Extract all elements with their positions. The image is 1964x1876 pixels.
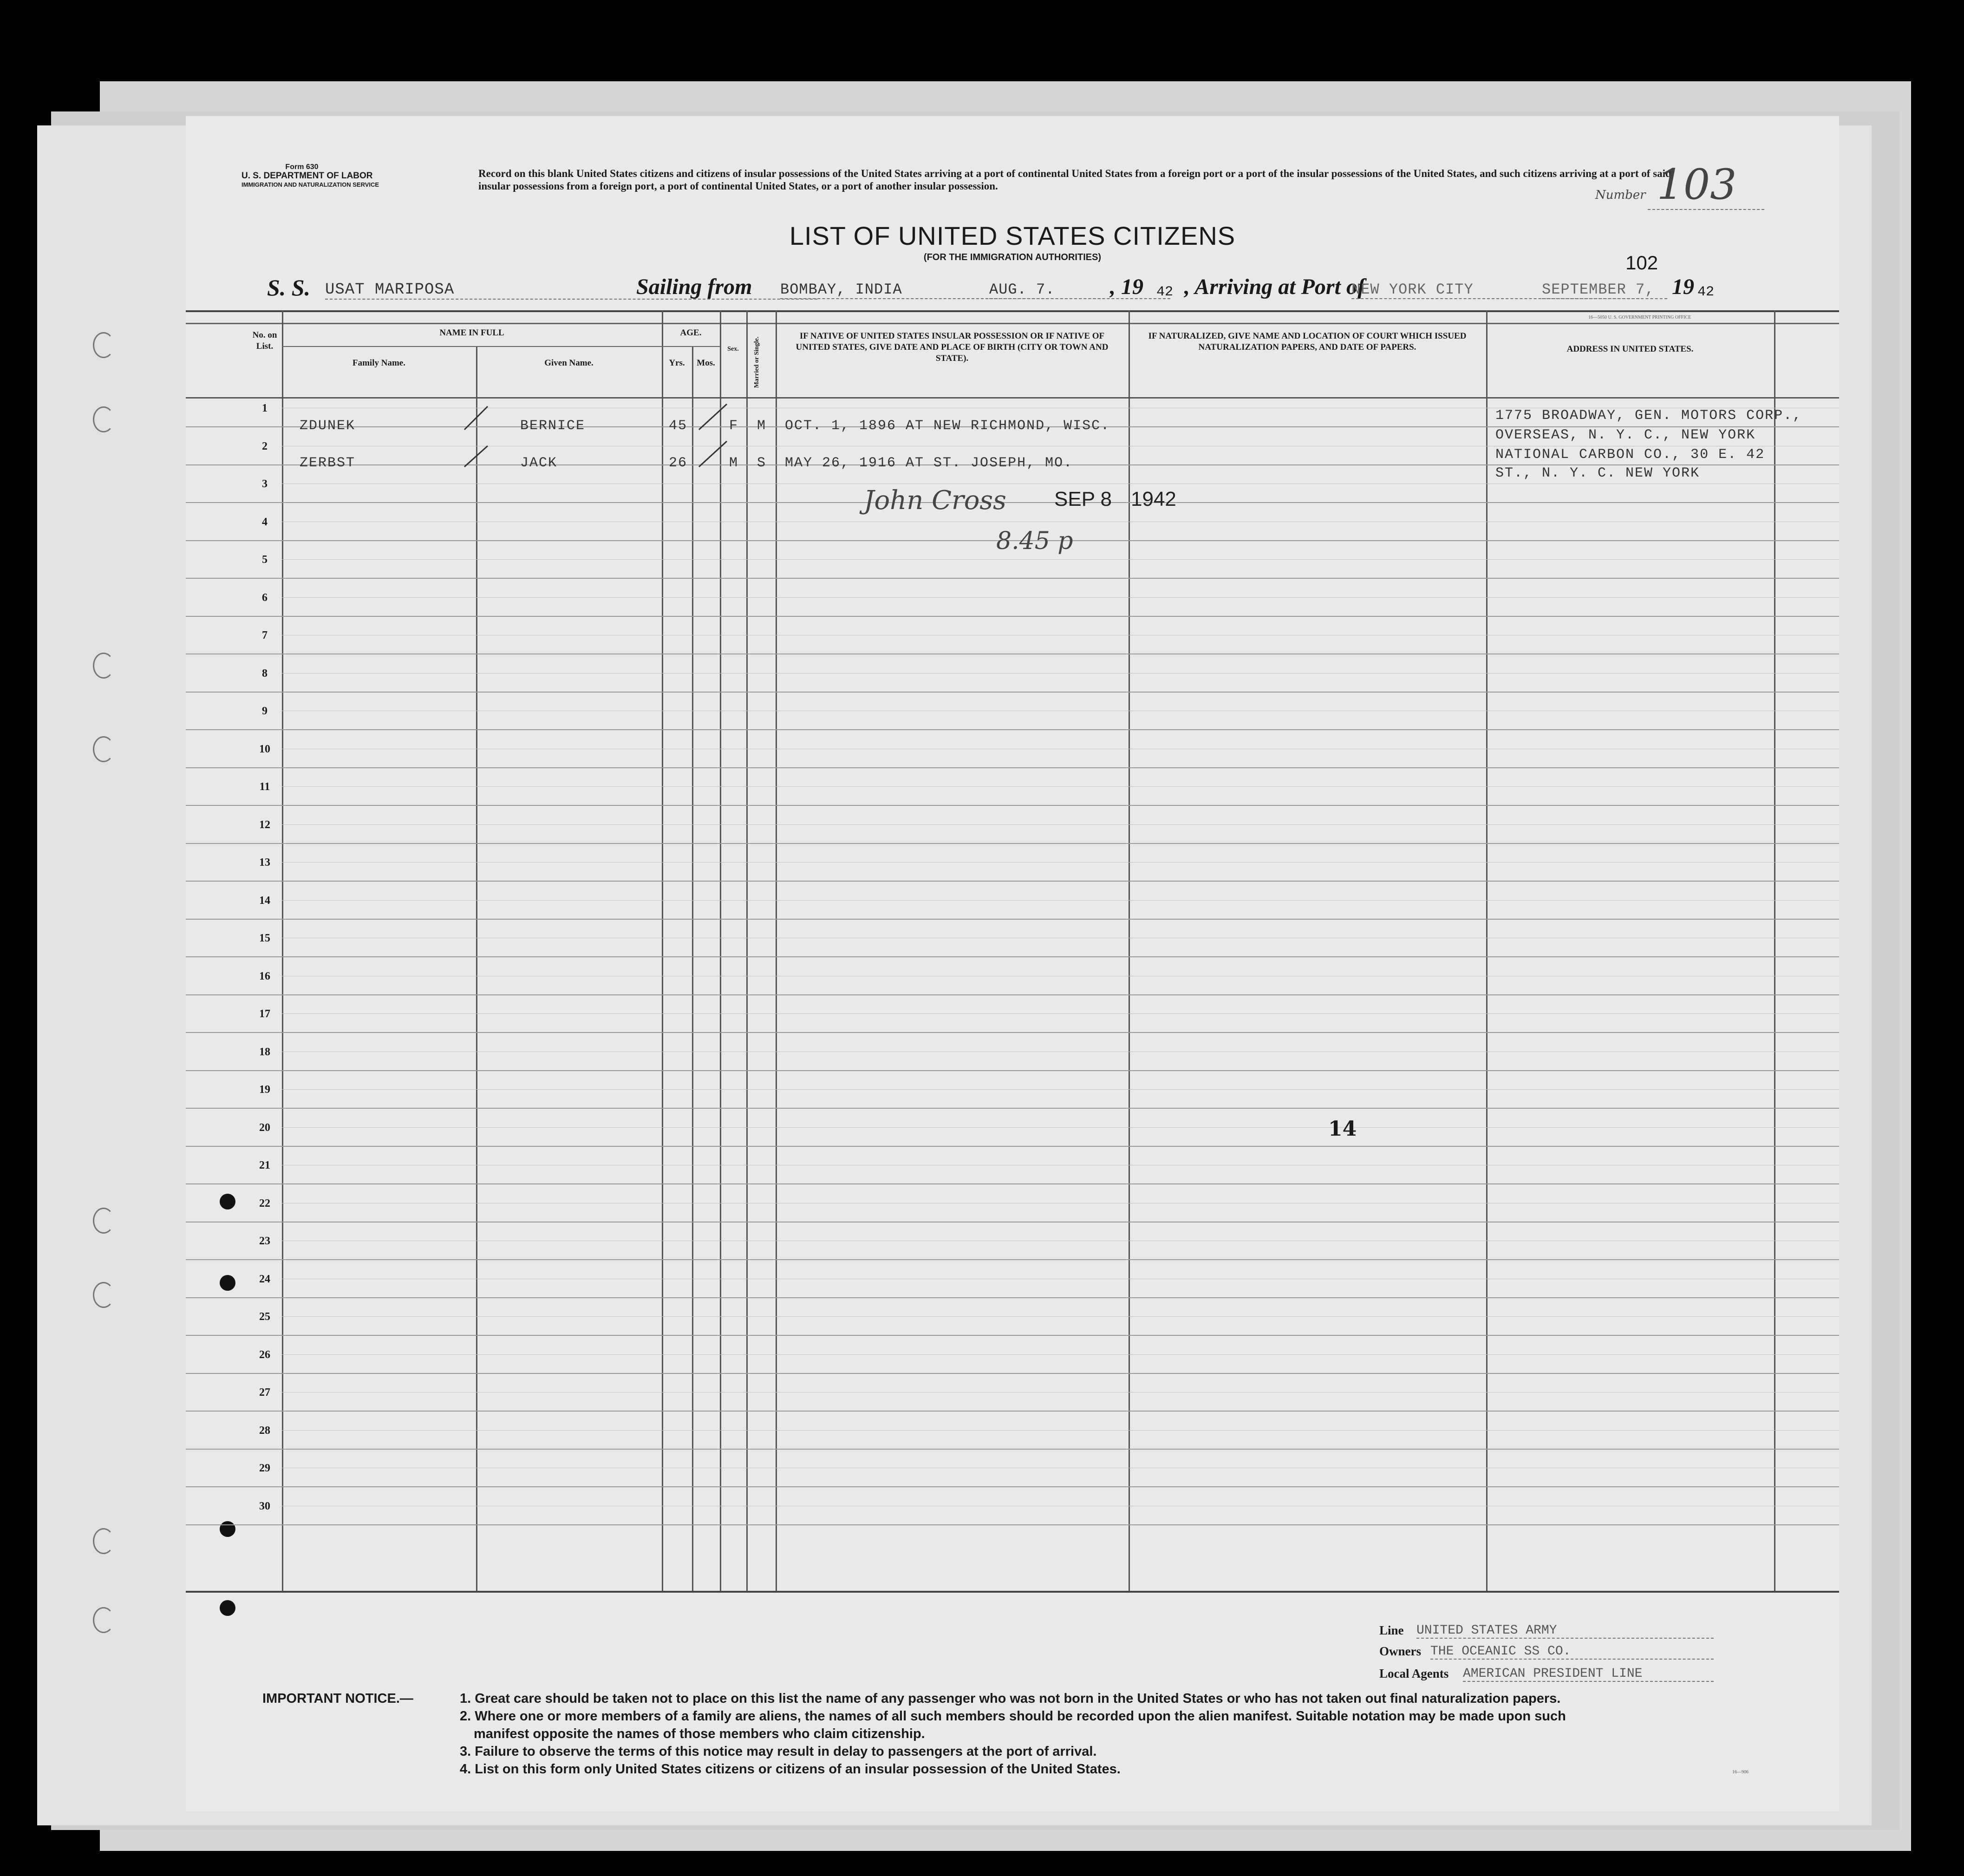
row-rule: [186, 692, 1839, 693]
col-header-family: Family Name.: [352, 358, 405, 368]
col-header-married: Married or Single.: [753, 336, 760, 388]
col-header-age: AGE.: [680, 328, 702, 338]
row-2-given: JACK: [520, 455, 558, 471]
row-number: 15: [259, 932, 270, 944]
arrival-time-note: 8.45 p: [996, 527, 1073, 555]
row-guide: [282, 1430, 1839, 1431]
row-2-family: ZERBST: [300, 455, 356, 471]
row-number: 6: [262, 591, 268, 604]
notice-3: 3. Failure to observe the terms of this notice may result in delay to passengers at the port of arrival.: [460, 1744, 1097, 1759]
row-number: 14: [259, 894, 270, 907]
arrival-year: 42: [1697, 284, 1715, 300]
stamp-date: SEP 8: [1054, 488, 1112, 510]
col-header-given: Given Name.: [544, 358, 594, 368]
row-number: 7: [262, 629, 268, 641]
row-number: 26: [259, 1348, 270, 1361]
agents-label: Local Agents: [1379, 1667, 1449, 1680]
row-1-birth: OCT. 1, 1896 AT NEW RICHMOND, WISC.: [785, 418, 1110, 434]
owners-label: Owners: [1379, 1644, 1421, 1658]
row-rule: [186, 1146, 1839, 1147]
service-name: IMMIGRATION AND NATURALIZATION SERVICE: [241, 181, 379, 188]
table-bottom-rule: [186, 1591, 1839, 1593]
sheet-count: 14: [1328, 1117, 1357, 1141]
row-rule: [186, 1032, 1839, 1033]
printer-code: 16—5050 U. S. GOVERNMENT PRINTING OFFICE: [1588, 315, 1691, 320]
col-header-name: NAME IN FULL: [439, 328, 504, 338]
row-rule: [186, 578, 1839, 579]
table-header-rule: [186, 323, 1839, 324]
row-number: 22: [259, 1197, 270, 1209]
row-guide: [282, 1127, 1839, 1128]
row-number: 28: [259, 1424, 270, 1437]
row-rule: [186, 616, 1839, 617]
row-2-birth: MAY 26, 1916 AT ST. JOSEPH, MO.: [785, 455, 1073, 471]
col-header-native: IF NATIVE OF UNITED STATES INSULAR POSSESSION OR IF NATIVE OF UNITED STATES, GIVE DATE AND PLACE OF BIRTH (CITY OR TOWN AND STATE).: [796, 331, 1109, 363]
header-bottom-rule: [186, 397, 1839, 399]
row-guide: [282, 862, 1839, 863]
row-rule: [186, 994, 1839, 995]
col-header-naturalized: IF NATURALIZED, GIVE NAME AND LOCATION OF COURT WHICH ISSUED NATURALIZATION PAPERS, AND DATE OF PAPERS.: [1148, 331, 1467, 352]
department-name: U. S. DEPARTMENT OF LABOR: [241, 171, 373, 181]
sailing-year-prefix: , 19: [1110, 275, 1143, 299]
row-guide: [282, 786, 1839, 787]
row-rule: [186, 1449, 1839, 1450]
notice-1: 1. Great care should be taken not to place on this list the name of any passenger who was not born in the United States or who has not taken out final naturalization papers.: [460, 1691, 1561, 1706]
notice-heading: IMPORTANT NOTICE.—: [262, 1691, 413, 1706]
row-number: 18: [259, 1046, 270, 1058]
row-rule: [186, 881, 1839, 882]
row-2-address: NATIONAL CARBON CO., 30 E. 42: [1495, 447, 1765, 463]
sailing-date: AUG. 7.: [989, 281, 1101, 299]
row-number: 1: [262, 402, 268, 414]
row-guide: [282, 1316, 1839, 1317]
row-1-address-cont: OVERSEAS, N. Y. C., NEW YORK: [1495, 427, 1756, 443]
binder-ring: [93, 653, 114, 679]
row-1-address: 1775 BROADWAY, GEN. MOTORS CORP.,: [1495, 408, 1802, 424]
row-rule: [186, 956, 1839, 957]
row-rule: [186, 1183, 1839, 1184]
manifest-page: [186, 116, 1839, 1811]
row-number: 29: [259, 1462, 270, 1474]
row-rule: [186, 1411, 1839, 1412]
bottom-code: 16—906: [1732, 1770, 1749, 1775]
row-number: 23: [259, 1235, 270, 1247]
sailing-from-label: Sailing from: [636, 275, 752, 299]
row-number: 30: [259, 1500, 270, 1512]
arrival-port: NEW YORK CITY: [1351, 281, 1639, 299]
row-guide: [282, 597, 1839, 598]
row-1-given: BERNICE: [520, 418, 586, 434]
row-rule: [186, 805, 1839, 806]
binder-ring: [93, 1528, 114, 1554]
row-rule: [186, 729, 1839, 730]
col-header-sex: Sex.: [727, 346, 739, 353]
row-number: 3: [262, 478, 268, 490]
row-number: 16: [259, 970, 270, 982]
row-rule: [186, 767, 1839, 768]
arrival-year-prefix: 19: [1672, 275, 1694, 299]
row-rule: [186, 502, 1839, 503]
row-number: 13: [259, 856, 270, 869]
col-header-address: ADDRESS IN UNITED STATES.: [1566, 344, 1694, 354]
binder-ring: [93, 1282, 114, 1308]
col-header-mos: Mos.: [697, 358, 715, 368]
arrival-date: SEPTEMBER 7,: [1542, 281, 1667, 299]
row-number: 27: [259, 1386, 270, 1399]
row-guide: [282, 1013, 1839, 1014]
column-divider: [476, 346, 477, 1591]
row-number: 25: [259, 1311, 270, 1323]
row-number: 20: [259, 1121, 270, 1134]
row-1-yrs: 45: [669, 418, 688, 434]
row-rule: [186, 1335, 1839, 1336]
notice-4: 4. List on this form only United States citizens or citizens of an insular possession of the United States.: [460, 1762, 1121, 1777]
row-guide: [282, 824, 1839, 825]
row-guide: [282, 559, 1839, 560]
line-label: Line: [1379, 1623, 1404, 1637]
table-top-rule: [186, 310, 1839, 312]
row-number: 11: [259, 781, 270, 793]
row-1-sex: F: [729, 418, 739, 434]
binder-ring: [93, 406, 114, 432]
row-rule: [186, 1070, 1839, 1071]
row-2-address-cont: ST., N. Y. C. NEW YORK: [1495, 465, 1700, 481]
row-rule: [186, 1259, 1839, 1260]
binder-ring: [93, 736, 114, 762]
row-rule: [186, 1373, 1839, 1374]
form-number: Form 630: [285, 163, 319, 171]
row-number: 10: [259, 743, 270, 755]
row-rule: [186, 1486, 1839, 1487]
owners-value: THE OCEANIC SS CO.: [1430, 1644, 1714, 1660]
check-marks: [694, 402, 750, 476]
row-rule: [186, 843, 1839, 844]
check-marks: [460, 402, 515, 476]
col-header-no: No. on List.: [252, 330, 277, 351]
page-stamp-number: 102: [1625, 252, 1658, 274]
line-value: UNITED STATES ARMY: [1416, 1623, 1714, 1639]
row-2-yrs: 26: [669, 455, 688, 471]
inspector-signature: John Cross: [864, 485, 1006, 516]
row-number: 12: [259, 818, 270, 831]
row-rule: [186, 1297, 1839, 1298]
row-2-sex: M: [729, 455, 739, 471]
row-number: 8: [262, 667, 268, 680]
sailing-year: 42: [1156, 284, 1174, 300]
row-guide: [282, 900, 1839, 901]
arriving-label: , Arriving at Port of: [1184, 275, 1365, 299]
sailing-port: BOMBAY, INDIA: [780, 281, 1170, 299]
binder-ring: [93, 1607, 114, 1633]
row-number: 5: [262, 554, 268, 566]
row-2-married: S: [757, 455, 767, 471]
row-rule: [186, 1108, 1839, 1109]
row-number: 19: [259, 1084, 270, 1096]
row-number: 21: [259, 1159, 270, 1171]
column-divider: [692, 346, 693, 1591]
binder-ring: [93, 1208, 114, 1234]
name-subheader-rule: [282, 346, 662, 347]
ship-name: USAT MARIPOSA: [325, 281, 817, 300]
stamp-year: 1942: [1131, 488, 1176, 510]
number-value: 103: [1648, 160, 1765, 210]
row-number: 17: [259, 1008, 270, 1020]
row-rule: [186, 919, 1839, 920]
row-number: 4: [262, 516, 268, 528]
notice-2: 2. Where one or more members of a family are aliens, the names of all such members should be recorded upon the alien manifest. Suitable notation may be made upon such: [460, 1709, 1566, 1724]
row-1-married: M: [757, 418, 767, 434]
row-guide: [282, 1089, 1839, 1090]
notice-2-cont: manifest opposite the names of those members who claim citizenship.: [474, 1726, 925, 1741]
form-instruction: Record on this blank United States citizens and citizens of insular possessions of the United States arriving at a port of continental United States from a foreign port or a port of the insular possessions of the United States, and such citizens arriving at a port of said insular possessions from a foreign port, a port of continental United States, or a port of another insular possession.: [478, 168, 1671, 192]
agents-value: AMERICAN PRESIDENT LINE: [1463, 1667, 1714, 1682]
row-number: 24: [259, 1273, 270, 1285]
citizens-table: [186, 116, 1839, 1811]
row-number: 2: [262, 440, 268, 452]
number-label: Number: [1595, 188, 1646, 202]
row-1-family: ZDUNEK: [300, 418, 356, 434]
row-number: 9: [262, 705, 268, 717]
page-title: LIST OF UNITED STATES CITIZENS: [789, 221, 1236, 250]
binder-ring: [93, 332, 114, 358]
row-guide: [282, 1354, 1839, 1355]
ship-label: S. S.: [267, 275, 311, 301]
page-subtitle: (FOR THE IMMIGRATION AUTHORITIES): [923, 252, 1102, 262]
age-subheader-rule: [662, 346, 720, 347]
row-rule: [186, 1524, 1839, 1525]
col-header-yrs: Yrs.: [669, 358, 685, 368]
